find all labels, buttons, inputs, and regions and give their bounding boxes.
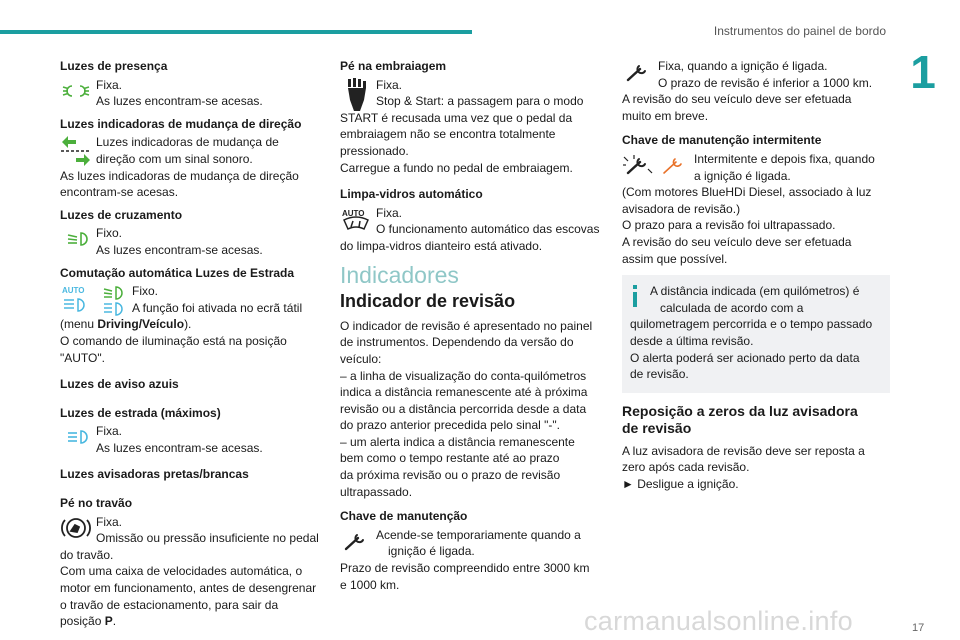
direcao-line3: As luzes indicadoras de mudança de direção — [60, 168, 299, 183]
page-number: 17 — [912, 622, 925, 634]
revisao-line2: de instrumentos. Dependendo da versão do — [340, 335, 574, 350]
revisao-line11: ultrapassado. — [340, 484, 413, 499]
intermitente-line5: O prazo para a revisão foi ultrapassado. — [622, 218, 836, 233]
heading-indicador-revisao: Indicador de revisão — [340, 291, 516, 312]
chave-line2: ignição é ligada. — [388, 544, 475, 559]
position-lights-icon — [60, 79, 92, 103]
revisao-line10: da próxima revisão ou o prazo de revisão — [340, 468, 561, 483]
comutacao-line3a: (menu — [60, 317, 98, 332]
column-left — [60, 58, 330, 630]
cruzamento-line1: Fixo. — [96, 226, 123, 241]
revisao-line3: veículo: — [340, 351, 382, 366]
embraiagem-line5: pressionado. — [340, 143, 409, 158]
heading-estrada: Luzes de estrada (máximos) — [60, 405, 221, 420]
travao-line1: Fixa. — [96, 514, 123, 529]
revisao-line9: bem como o tempo restante até ao prazo — [340, 451, 560, 466]
info-icon — [630, 285, 640, 307]
section-title-indicadores: Indicadores — [340, 261, 459, 288]
chapter-number: 1 — [910, 46, 936, 98]
comutacao-menu: Driving/Veículo — [97, 317, 185, 332]
direcao-line4: encontram-se acesas. — [60, 185, 179, 200]
intermitente-line3: (Com motores BlueHDi Diesel, associado à luz — [622, 185, 872, 200]
embraiagem-line6: Carregue a fundo no pedal de embraiagem. — [340, 160, 573, 175]
note-line3: quilometragem percorrida e o tempo passado — [630, 317, 873, 332]
heading-intermitente: Chave de manutenção intermitente — [622, 133, 822, 148]
heading-reposicao — [622, 403, 890, 437]
intermitente-line1: Intermitente e depois fixa, quando — [694, 151, 875, 166]
svg-text:AUTO: AUTO — [342, 208, 365, 218]
revisao-line4: – a linha de visualização do conta-quilómetros — [340, 368, 587, 383]
auto-high-beam-icon — [60, 283, 130, 317]
comutacao-line3c: ). — [184, 317, 192, 332]
heading-presenca: Luzes de presença — [60, 59, 168, 73]
intermitente-line2: a ignição é ligada. — [694, 168, 791, 183]
wrench-icon — [622, 60, 654, 84]
limpa-line1: Fixa. — [376, 205, 403, 220]
heading-limpa: Limpa-vidros automático — [340, 187, 483, 202]
revisao-line8: – um alerta indica a distância remanescente — [340, 434, 575, 449]
travao-line4: Com uma caixa de velocidades automática, o — [60, 564, 303, 579]
fixa-line3: A revisão do seu veículo deve ser efetuada — [622, 92, 852, 107]
presenca-line1: Fixa. — [96, 77, 123, 92]
embraiagem-line2: Stop & Start: a passagem para o modo — [376, 94, 584, 109]
revisao-line5: indica a distância remanescente até à próxima — [340, 385, 588, 400]
estrada-line1: Fixa. — [96, 424, 123, 439]
chave-line3: Prazo de revisão compreendido entre 3000 km — [340, 561, 590, 576]
embraiagem-block — [340, 77, 610, 110]
auto-wipers-icon — [340, 207, 372, 231]
cruzamento-block — [60, 225, 330, 258]
intermitente-block — [622, 151, 890, 184]
comutacao-line3 — [60, 316, 330, 333]
direcao-line1: Luzes indicadoras de mudança de — [96, 135, 279, 150]
note-line1: A distância indicada (em quilómetros) é — [650, 284, 860, 299]
watermark: carmanualsonline.info — [584, 606, 853, 636]
header-accent-bar — [0, 30, 472, 34]
embraiagem-line1: Fixa. — [376, 77, 403, 92]
travao-line2: Omissão ou pressão insuficiente no pedal — [96, 531, 319, 546]
main-beam-icon — [60, 425, 92, 449]
revisao-line6: revisão ou a distância percorrida desde a data — [340, 401, 587, 416]
chave-line4: e 1000 km. — [340, 577, 400, 592]
fixa-line1: Fixa, quando a ignição é ligada. — [658, 59, 828, 73]
note-line6: de revisão. — [630, 367, 689, 382]
travao-position-p: P — [104, 614, 113, 629]
heading-aviso-azuis: Luzes de aviso azuis — [60, 377, 179, 392]
limpa-line3: do limpa-vidros dianteiro está ativado. — [340, 238, 543, 253]
note-line4: desde a última revisão. — [630, 333, 754, 348]
heading-direcao: Luzes indicadoras de mudança de direção — [60, 116, 302, 131]
reposicao-line2: zero após cada revisão. — [622, 460, 750, 475]
comutacao-line4: O comando de iluminação está na posição — [60, 333, 287, 348]
embraiagem-line4: embraiagem não se encontra totalmente — [340, 127, 556, 142]
turn-signal-arrows-icon — [60, 134, 92, 168]
comutacao-block — [60, 283, 330, 316]
intermitente-line4: avisadora de revisão.) — [622, 201, 741, 216]
heading-travao: Pé no travão — [60, 496, 133, 511]
presenca-line2: As luzes encontram-se acesas. — [96, 94, 263, 109]
foot-on-brake-icon — [60, 516, 92, 540]
column-right — [622, 58, 890, 492]
note-line5: O alerta poderá ser acionado perto da data — [630, 350, 860, 365]
travao-line5: motor em funcionamento, antes de desengrenar — [60, 581, 317, 596]
revisao-line1: O indicador de revisão é apresentado no painel — [340, 318, 593, 333]
heading-pretas: Luzes avisadoras pretas/brancas — [60, 467, 249, 482]
note-line2: calculada de acordo com a — [660, 300, 804, 315]
travao-block — [60, 514, 330, 547]
estrada-block — [60, 423, 330, 456]
travao-line3: do travão. — [60, 547, 114, 562]
wrench-icon — [340, 529, 372, 553]
intermitente-line6: A revisão do seu veículo deve ser efetuada — [622, 234, 852, 249]
info-note — [622, 275, 890, 393]
travao-line7a: posição — [60, 614, 105, 629]
comutacao-line5: "AUTO". — [60, 350, 105, 365]
chave-line1: Acende-se temporariamente quando a — [376, 527, 581, 542]
column-middle — [340, 58, 610, 593]
heading-embraiagem: Pé na embraiagem — [340, 59, 447, 73]
dipped-beam-icon — [60, 227, 92, 251]
travao-line7 — [60, 613, 330, 630]
heading-comutacao: Comutação automática Luzes de Estrada — [60, 265, 295, 280]
reposicao-title-line1: Reposição a zeros da luz avisadora — [622, 402, 858, 419]
direcao-line2: direção com um sinal sonoro. — [96, 151, 253, 166]
limpa-block — [340, 205, 610, 238]
presenca-block — [60, 77, 330, 110]
revisao-line7: do prazo anterior precedida pelo sinal "-". — [340, 418, 560, 433]
limpa-line2: O funcionamento automático das escovas — [376, 222, 600, 237]
flashing-wrench-icon — [622, 153, 692, 177]
fixa-line2: O prazo de revisão é inferior a 1000 km. — [658, 75, 873, 90]
intermitente-line7: assim que possível. — [622, 251, 728, 266]
fixa-block — [622, 58, 890, 91]
heading-cruzamento: Luzes de cruzamento — [60, 207, 183, 222]
heading-chave: Chave de manutenção — [340, 509, 468, 524]
direcao-block — [60, 134, 330, 167]
reposicao-line1: A luz avisadora de revisão deve ser reposta a — [622, 443, 865, 458]
travao-line7c: . — [112, 614, 117, 629]
foot-on-clutch-icon — [340, 77, 372, 113]
svg-text:AUTO: AUTO — [62, 286, 85, 296]
comutacao-line1: Fixo. — [132, 284, 159, 299]
cruzamento-line2: As luzes encontram-se acesas. — [96, 242, 263, 257]
comutacao-line2: A função foi ativada no ecrã tátil — [132, 300, 303, 315]
embraiagem-line3: START é recusada uma vez que o pedal da — [340, 110, 573, 125]
fixa-line4: muito em breve. — [622, 108, 709, 123]
estrada-line2: As luzes encontram-se acesas. — [96, 440, 263, 455]
reposicao-line3: ► Desligue a ignição. — [622, 476, 739, 491]
header-title: Instrumentos do painel de bordo — [713, 24, 886, 38]
chave-block — [340, 527, 610, 560]
travao-line6: o travão de estacionamento, para sair da — [60, 597, 279, 612]
reposicao-title-line2: de revisão — [622, 419, 692, 436]
